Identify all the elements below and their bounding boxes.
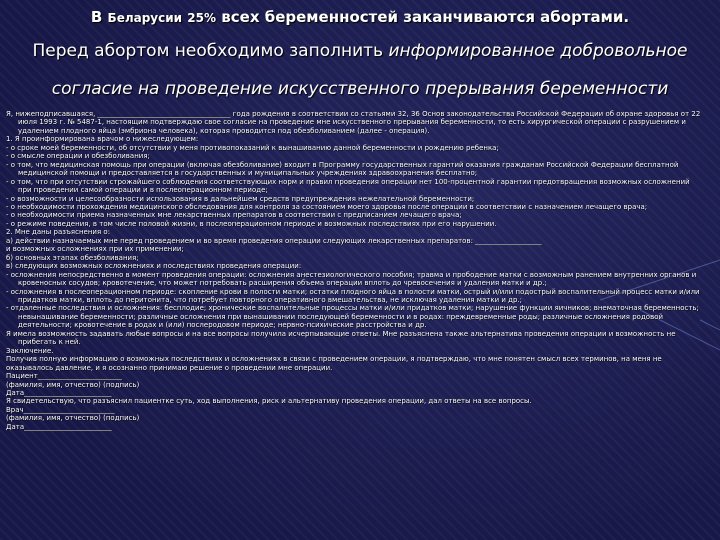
list-item: в) следующих возможных осложнениях и последствиях проведения операции: bbox=[6, 262, 302, 271]
title-part-2: Беларусии bbox=[107, 11, 183, 25]
consent-form-text bbox=[6, 110, 702, 431]
list-item: б) основных этапах обезболивания; bbox=[6, 253, 139, 262]
patient-signature-line: Пациент________________________ bbox=[6, 372, 122, 381]
conclusion-paragraph: Получив полную информацию о возможных последствиях и осложнениях в связи с проведением операции, я подтверждаю, что мне понятен смысл всех терминов, на меня не оказывалось давление, и я осознанно принимаю решение о проведении мне операции. bbox=[6, 355, 662, 372]
date-line: Дата_________________________ bbox=[6, 388, 112, 397]
list-item: - осложнения в послеоперационном периоде: скопление крови в полости матки; остатки плодного яйца в полости матки, острый и/или подострый воспалительный процесс матки и/или придатков матки, вплоть до перитонита, что потребует повторного оперативного вмешательства, не исключая удаления матки и др.; bbox=[6, 287, 700, 304]
list-item: - о режиме поведения, в том числе половой жизни, в послеоперационном периоде и возможных последствиях при его нарушении. bbox=[6, 219, 497, 228]
conclusion-heading: Заключение. bbox=[6, 346, 54, 355]
list-item: - о необходимости приема назначенных мне лекарственных препаратов в соответствии с предписанием лечащего врача; bbox=[6, 211, 462, 220]
doctor-statement: Я свидетельствую, что разъяснил пациентке суть, ход выполнения, риск и альтернативу проведения операции, дал ответы на все вопросы. bbox=[6, 397, 532, 406]
title-part-4: всех беременностей заканчиваются абортами. bbox=[221, 8, 630, 26]
list-item: - о сроке моей беременности, об отсутствии у меня противопоказаний к вынашиванию данной беременности и рождению ребенка; bbox=[6, 143, 499, 152]
title-part-3: 25% bbox=[187, 11, 217, 25]
signature-caption: (фамилия, имя, отчество) (подпись) bbox=[6, 380, 140, 389]
section-heading: 2. Мне даны разъяснения о: bbox=[6, 228, 111, 237]
list-item: и возможных осложнениях при их применении; bbox=[6, 245, 184, 254]
list-item: - о том, что медицинская помощь при операции (включая обезболивание) входит в Программу государственных гарантий оказания гражданам Российской Федерации бесплатной медицинской помощи и предоставляется в государственных и муниципальных учреждениях здравоохранения бесплатно; bbox=[6, 160, 679, 178]
signature-caption: (фамилия, имя, отчество) (подпись) bbox=[6, 414, 140, 423]
doctor-signature-line: Врач__________________________ bbox=[6, 405, 115, 414]
list-item: - осложнения непосредственно в момент проведения операции: осложнения анестезиологического пособия; травма и прободение матки с возможным ранением внутренних органов и кровеносных сосудов; кровотечение, что может потребовать расширения объема операции вплоть до чревосечения и удаления матки и др.; bbox=[6, 270, 697, 288]
title-part-1: В bbox=[90, 8, 103, 26]
list-item: - о необходимости прохождения медицинского обследования для контроля за состоянием моего здоровья после операции в соответствии с назначением лечащего врача; bbox=[6, 202, 648, 211]
list-item: - о смысле операции и обезболивания; bbox=[6, 152, 150, 161]
subtitle-italic: информированное добровольное согласие на проведение искусственного прерывания беременности bbox=[51, 41, 688, 99]
list-item: - о возможности и целесообразности использования в дальнейшем средств предупреждения нежелательной беременности; bbox=[6, 194, 475, 203]
slide-title bbox=[0, 8, 720, 26]
list-item: а) действии назначаемых мне перед проведением и во время проведения операции следующих лекарственных препаратов: ___________________ bbox=[6, 236, 542, 245]
slide-subtitle bbox=[6, 32, 714, 108]
list-item: - о том, что при отсутствии строжайшего соблюдения соответствующих норм и правил проведения операции нет 100-процентной гарантии предотвращения возможных осложнений при проведении самой операции и в послеоперационном периоде; bbox=[6, 177, 690, 195]
subtitle-plain: Перед абортом необходимо заполнить bbox=[32, 41, 384, 61]
intro-paragraph: Я, нижеподписавшаяся, ______________________________________ года рождения в соответствии со статьями 32, 36 Основ законодательства Российской Федерации об охране здоровья от 22 июля 1993 г. № 5487-1, настоящим подтверждаю свое согласие на проведение мне искусственного прерывания беременности, то есть хирургической операции с разрушением и удалением плодного яйца (эмбриона человека), которая проводится под обезболиванием (далее - операция). bbox=[6, 110, 701, 135]
section-heading: 1. Я проинформирована врачом о нижеследующем: bbox=[6, 135, 199, 144]
statement-paragraph: Я имела возможность задавать любые вопросы и на все вопросы получила исчерпывающие ответы. Мне разъяснена также альтернатива проведения операции и возможность не прибегать к ней. bbox=[6, 329, 676, 347]
list-item: - отдаленные последствия и осложнения: бесплодие; хронические воспалительные процессы матки и/или придатков матки; нарушение функции яичников; внематочная беременность; невынашивание беременности; различные осложнения при вынашивании последующей беременности и в родах: преждевременные роды; различные осложнения родовой деятельности; кровотечение в родах и (или) послеродовом периоде; нервно-психические расстройства и др. bbox=[6, 304, 699, 330]
date-line: Дата_________________________ bbox=[6, 422, 112, 431]
